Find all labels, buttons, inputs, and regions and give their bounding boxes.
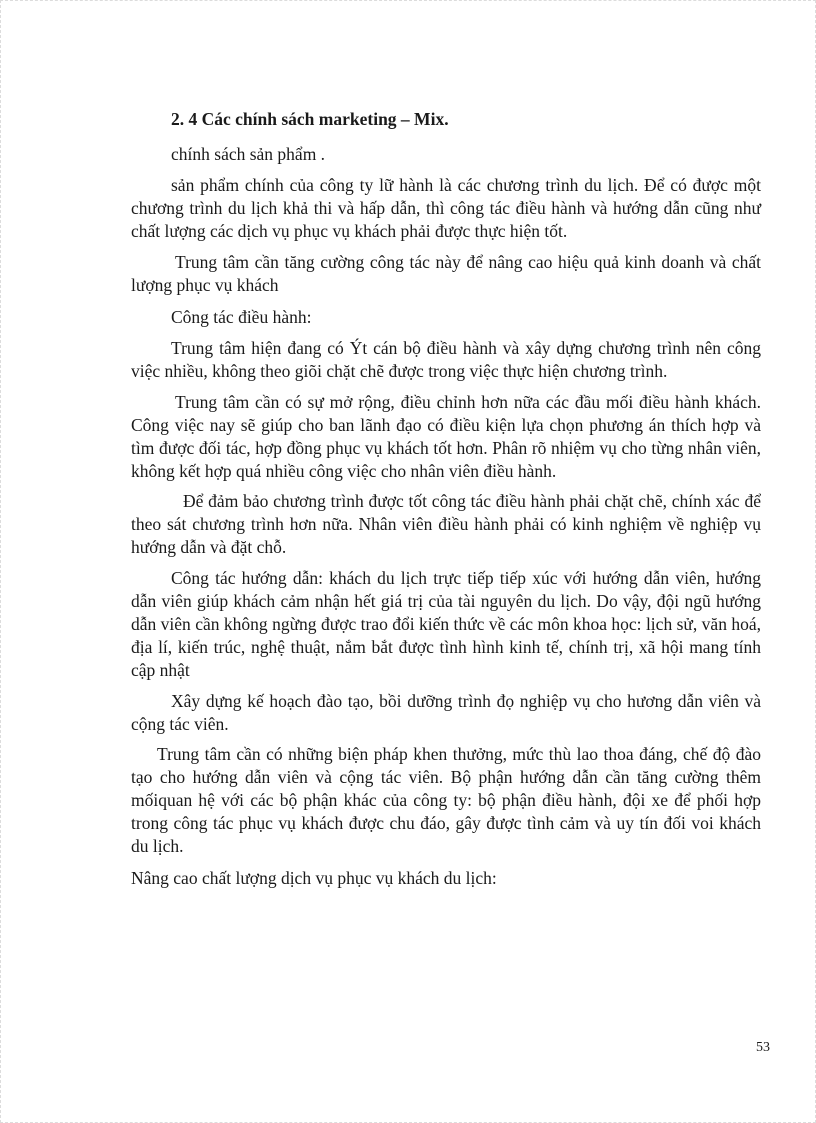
paragraph-operations-title: Công tác điều hành: bbox=[171, 307, 312, 327]
paragraph-expand-operations: Trung tâm cần có sự mở rộng, điều chỉnh hơn nữa các đầu mối điều hành khách. Công việc nay sẽ giúp cho ban lãnh đạo có điều kiện lựa chọn phương án thích hợp và tìm được đối tác, hợp đồng phục vụ khách tốt hơn. Phân rõ nhiệm vụ cho từng nhân viên, không kết hợp quá nhiều công việc cho nhân viên điều hành. bbox=[131, 392, 761, 481]
paragraph-rewards: Trung tâm cần có những biện pháp khen thưởng, mức thù lao thoa đáng, chế độ đào tạo cho hướng dẫn viên và cộng tác viên. Bộ phận hướng dẫn cần tăng cường thêm mốiquan hệ với các bộ phận khác của công ty: bộ phận điều hành, đội xe để phối hợp trong công tác phục vụ khách được chu đáo, gây được tình cảm và uy tín đối voi khách du lịch. bbox=[131, 744, 761, 856]
paragraph-ensure-program: Để đảm bảo chương trình được tốt công tác điều hành phải chặt chẽ, chính xác để theo sát chương trình hơn nữa. Nhân viên điều hành phải có kinh nghiệm về nghiệp vụ hướng dẫn và đặt chỗ. bbox=[131, 491, 761, 557]
paragraph-operations-staff: Trung tâm hiện đang có Ýt cán bộ điều hành và xây dựng chương trình nên công việc nhiều, không theo giõi chặt chẽ được trong việc thực hiện chương trình. bbox=[131, 338, 761, 381]
paragraph-product-policy: chính sách sản phẩm . bbox=[171, 144, 326, 164]
section-heading: 2. 4 Các chính sách marketing – Mix. bbox=[171, 109, 449, 129]
page-number: 53 bbox=[756, 1040, 770, 1055]
paragraph-strengthen: Trung tâm cần tăng cường công tác này để nâng cao hiệu quả kinh doanh và chất lượng phục vụ khách bbox=[131, 252, 761, 295]
paragraph-main-product: sản phẩm chính của công ty lữ hành là các chương trình du lịch. Để có được một chương trình du lịch khả thi và hấp dẫn, thì công tác điều hành và hướng dẫn cũng như chất lượng các dịch vụ phục vụ khách phải được thực hiện tốt. bbox=[131, 175, 761, 241]
paragraph-guiding-work: Công tác hướng dẫn: khách du lịch trực tiếp tiếp xúc với hướng dẫn viên, hướng dẫn viên giúp khách cảm nhận hết giá trị của tài nguyên du lịch. Do vậy, đội ngũ hướng dẫn viên cần không ngừng được trao đổi kiến thức về các môn khoa học: lịch sử, văn hoá, địa lí, kiến trúc, nghệ thuật, nắm bắt được tình hình kinh tế, chính trị, xã hội mang tính cập nhật bbox=[131, 568, 761, 680]
paragraph-training-plan: Xây dựng kế hoạch đào tạo, bồi dưỡng trình đọ nghiệp vụ cho hương dẫn viên và cộng tác viên. bbox=[131, 691, 761, 734]
paragraph-service-quality: Nâng cao chất lượng dịch vụ phục vụ khách du lịch: bbox=[131, 868, 497, 888]
